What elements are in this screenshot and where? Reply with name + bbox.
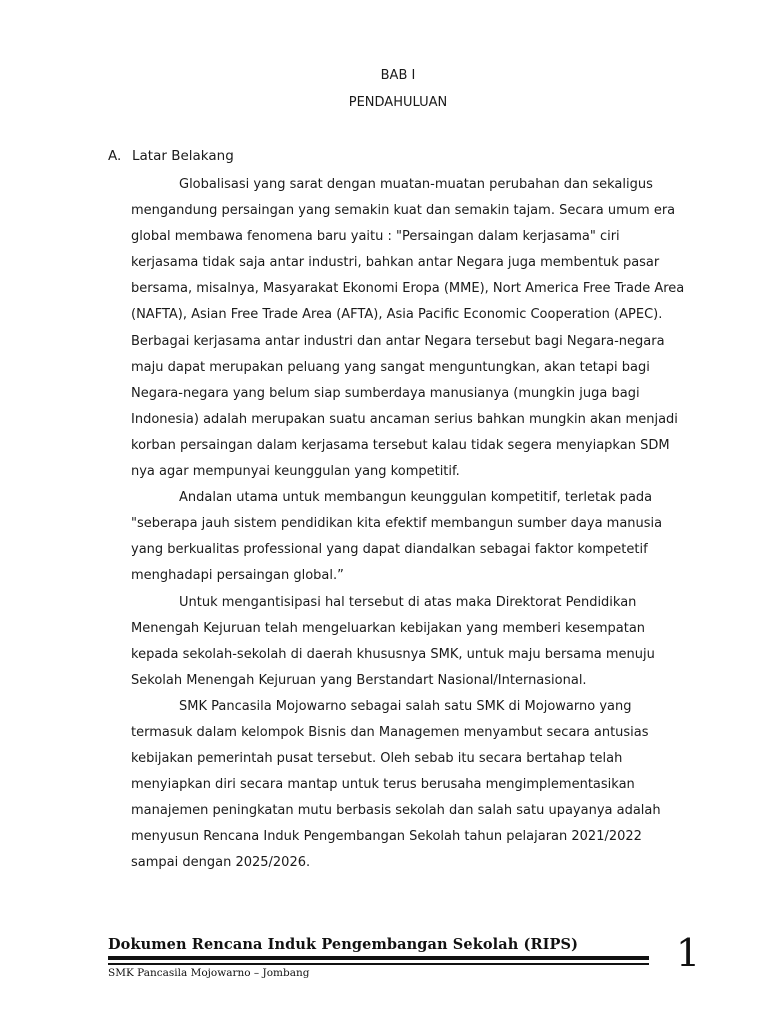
chapter-heading: BAB I (380, 68, 416, 83)
paragraph-4: SMK Pancasila Mojowarno sebagai salah satu SMK di Mojowarno yang termasuk dalam kelompok Bisnis dan Managemen menyambut secara antusias kebijakan pemerintah pusat tersebut. Oleh sebab itu secara bertahap telah menyiapkan diri secara mantap untuk terus berusaha mengimplementasikan manajemen peningkatan mutu berbasis sekolah dan salah satu upayanya adalah menyusun Rencana Induk Pengembangan Sekolah tahun pelajaran 2021/2022 sampai dengan 2025/2026. (131, 698, 661, 871)
footer-divider-thin (108, 963, 649, 965)
paragraph-1: Globalisasi yang sarat dengan muatan-muatan perubahan dan sekaligus mengandung persaingan yang semakin kuat dan semakin tajam. Secara umum era global membawa fenomena baru yaitu : "Persaingan dalam kerjasama" ciri kerjasama tidak saja antar industri, bahkan antar Negara juga membentuk pasar bersama, misalnya, Masyarakat Ekonomi Eropa (MME), Nort America Free Trade Area (NAFTA), Asian Free Trade Area (AFTA), Asia Pacific Economic Cooperation (APEC). Berbagai kerjasama antar industri dan antar Negara tersebut bagi Negara-negara maju dapat merupakan peluang yang sangat menguntungkan, akan tetapi bagi Negara-negara yang belum siap sumberdaya manusianya (mungkin juga bagi Indonesia) adalah merupakan suatu ancaman serius bahkan mungkin akan menjadi korban persaingan dalam kerjasama tersebut kalau tidak segera menyiapkan SDM nya agar mempunyai keunggulan yang kompetitif. (131, 177, 685, 480)
section-heading (108, 148, 234, 164)
paragraph-3: Untuk mengantisipasi hal tersebut di atas maka Direktorat Pendidikan Menengah Kejuruan telah mengeluarkan kebijakan yang memberi kesempatan kepada sekolah-sekolah di daerah khususnya SMK, untuk maju bersama menuju Sekolah Menengah Kejuruan yang Berstandart Nasional/Internasional. (131, 594, 655, 688)
chapter-title: PENDAHULUAN (348, 95, 448, 110)
footer-subtitle: SMK Pancasila Mojowarno – Jombang (108, 967, 310, 979)
paragraph-2: Andalan utama untuk membangun keunggulan kompetitif, terletak pada "seberapa jauh sistem pendidikan kita efektif membangun sumber daya manusia yang berkualitas professional yang dapat diandalkan sebagai faktor kompetetif menghadapi persaingan global.” (131, 490, 663, 584)
section-title: Latar Belakang (132, 148, 234, 164)
footer-title: Dokumen Rencana Induk Pengembangan Sekolah (RIPS) (108, 936, 579, 953)
body-text (131, 172, 687, 877)
page-number: 1 (676, 931, 701, 975)
section-number: A. (108, 148, 122, 164)
footer-divider-thick (108, 956, 649, 960)
